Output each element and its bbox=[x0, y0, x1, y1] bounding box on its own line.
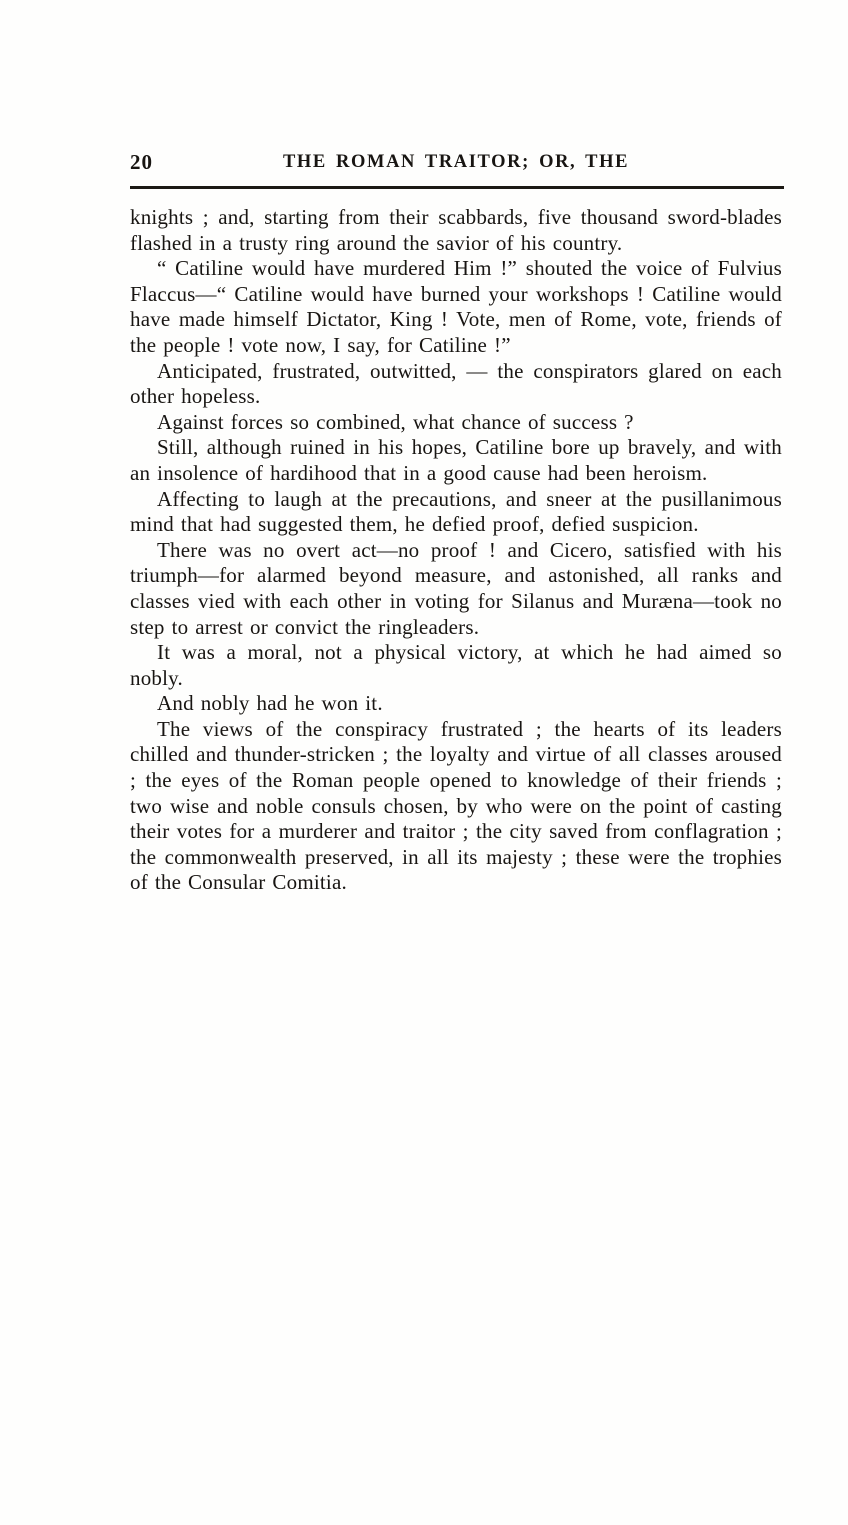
paragraph: The views of the conspiracy frustrated ; the hearts of its leaders chilled and thunder-stricken ; the loyalty and virtue of all classes aroused ; the eyes of the Roman people opened to knowledge of their friends ; two wise and noble consuls chosen, by who were on the point of casting their votes for a murderer and traitor ; the city saved from conflagration ; the commonwealth preserved, in all its majesty ; these were the trophies of the Consular Comitia. bbox=[130, 716, 782, 895]
paragraph: Against forces so combined, what chance of success ? bbox=[157, 409, 634, 434]
paragraph: Still, although ruined in his hopes, Catiline bore up bravely, and with an insolence of hardihood that in a good cause had been heroism. bbox=[130, 435, 782, 485]
page-body bbox=[130, 205, 782, 896]
page-number: 20 bbox=[130, 150, 153, 174]
paragraph: Affecting to laugh at the precautions, and sneer at the pusillanimous mind that had suggested them, he defied proof, defied suspicion. bbox=[130, 486, 782, 537]
page-header bbox=[130, 150, 782, 180]
paragraph: knights ; and, starting from their scabbards, five thousand sword-blades flashed in a trusty ring around the savior of his country. bbox=[130, 205, 782, 255]
paragraph: Anticipated, frustrated, outwitted, — the conspirators glared on each other hopeless. bbox=[130, 358, 782, 409]
paragraph: It was a moral, not a physical victory, at which he had aimed so nobly. bbox=[130, 640, 782, 690]
paragraph: And nobly had he won it. bbox=[157, 691, 383, 716]
paragraph: “ Catiline would have murdered Him !” shouted the voice of Fulvius Flaccus—“ Catiline would have burned your workshops ! Catiline would have made himself Dictator, King ! Vote, men of Rome, vote, friends of the people ! vote now, I say, for Catiline !” bbox=[130, 256, 782, 357]
paragraph: There was no overt act—no proof ! and Cicero, satisfied with his triumph—for alarmed beyond measure, and astonished, all ranks and classes vied with each other in voting for Silanus and Muræna—took no step to arrest or convict the ringleaders. bbox=[130, 537, 782, 639]
running-header-title: THE ROMAN TRAITOR; OR, THE bbox=[282, 152, 630, 172]
header-rule bbox=[130, 186, 784, 189]
